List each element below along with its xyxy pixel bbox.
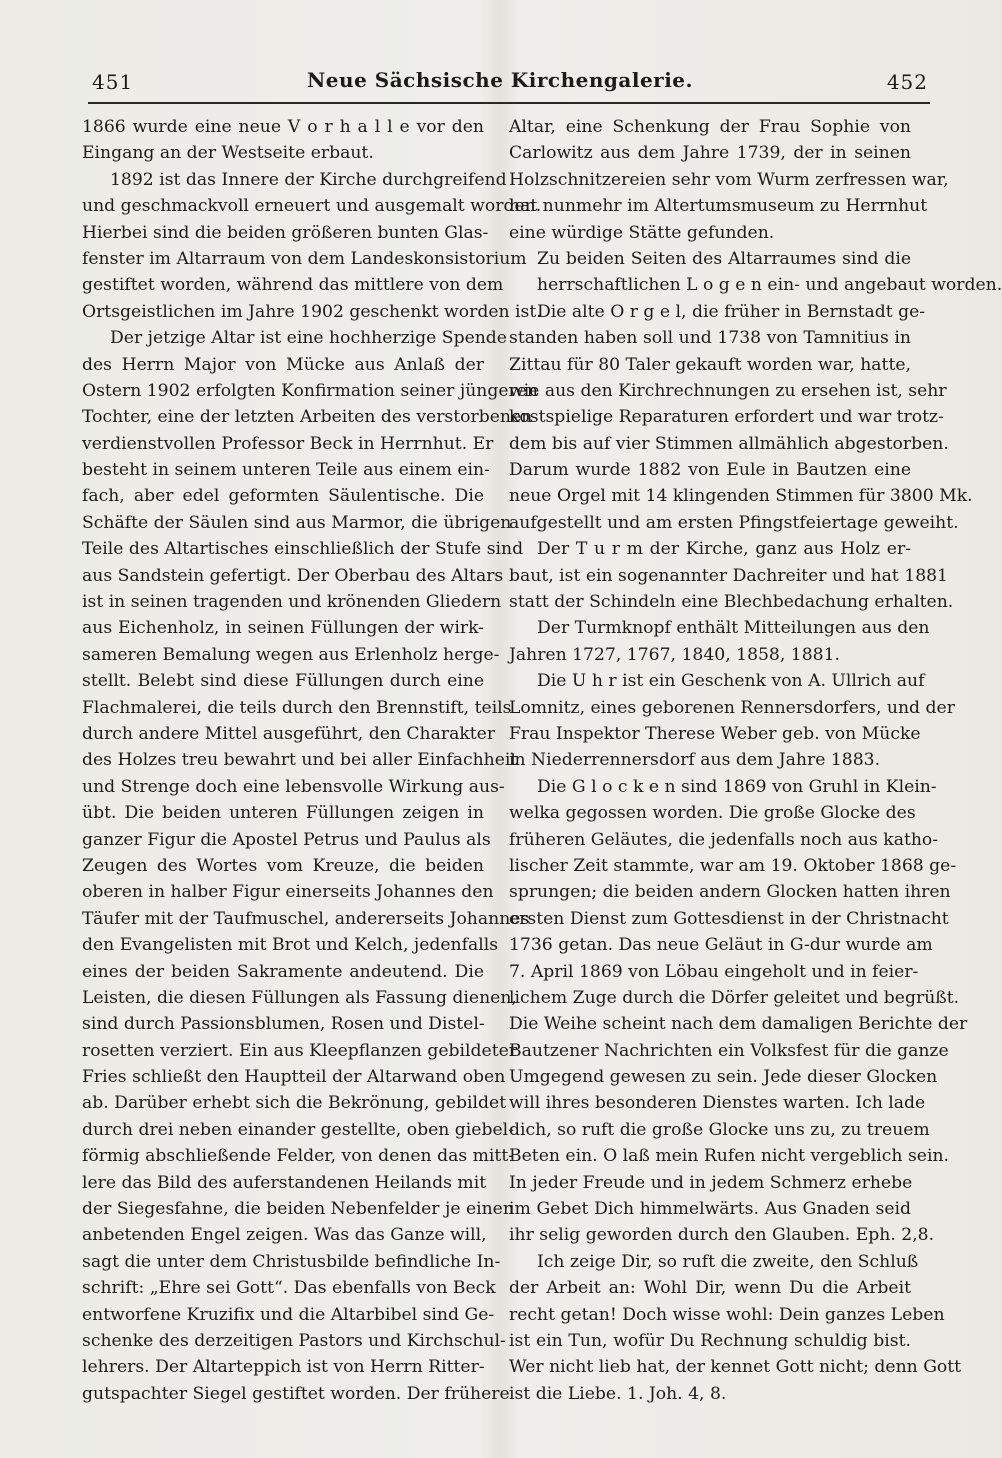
text-line: statt der Schindeln eine Blechbedachung erhalten. xyxy=(509,592,954,613)
text-line: förmig abschließende Felder, von denen das mitt- xyxy=(82,1146,515,1167)
text-line: fenster im Altarraum von dem Landeskonsistorium xyxy=(82,248,527,269)
text-line: besteht in seinem unteren Teile aus einem ein- xyxy=(82,460,490,481)
text-line: Schäfte der Säulen sind aus Marmor, die übrigen xyxy=(82,512,512,533)
text-line: Bautzener Nachrichten ein Volksfest für die ganze xyxy=(509,1040,949,1061)
text-line: gestiftet worden, während das mittlere von dem xyxy=(82,275,504,296)
text-line: sameren Bemalung wegen aus Erlenholz herge- xyxy=(82,644,500,665)
text-line: oberen in halber Figur einerseits Johannes den xyxy=(82,882,494,903)
text-line: früheren Geläutes, die jedenfalls noch aus katho- xyxy=(509,829,939,850)
text-line: Altar, eine Schenkung der Frau Sophie von xyxy=(509,117,911,137)
text-line: im Gebet Dich himmelwärts. Aus Gnaden seid xyxy=(509,1199,911,1220)
text-line: lischer Zeit stammte, war am 19. Oktober 1868 ge- xyxy=(509,855,957,876)
text-line: Jahren 1727, 1767, 1840, 1858, 1881. xyxy=(509,644,841,665)
text-line: Zeugen des Wortes vom Kreuze, die beiden xyxy=(82,855,484,876)
text-line: fach, aber edel geformten Säulentische. Die xyxy=(82,486,484,507)
text-line: rosetten verziert. Ein aus Kleepflanzen gebildeter xyxy=(82,1040,517,1061)
text-line: In jeder Freude und in jedem Schmerz erhebe xyxy=(509,1172,913,1193)
text-line: Zu beiden Seiten des Altarraumes sind die xyxy=(537,248,911,269)
text-line: wie aus den Kirchrechnungen zu ersehen ist, sehr xyxy=(509,380,947,401)
text-line: des Herrn Major von Mücke aus Anlaß der xyxy=(82,354,484,375)
left-column xyxy=(82,114,542,1407)
text-line: Wer nicht lieb hat, der kennet Gott nicht; denn Gott xyxy=(509,1357,962,1378)
text-line: übt. Die beiden unteren Füllungen zeigen in xyxy=(82,803,484,824)
text-line: durch andere Mittel ausgeführt, den Charakter xyxy=(82,723,496,744)
text-line: Die alte O r g e l, die früher in Bernstadt ge- xyxy=(537,301,926,322)
text-line: 1736 getan. Das neue Geläut in G-dur wurde am xyxy=(509,935,933,956)
page-header xyxy=(70,64,930,104)
text-line: eines der beiden Sakramente andeutend. Die xyxy=(82,961,484,982)
text-line: Zittau für 80 Taler gekauft worden war, hatte, xyxy=(509,354,911,375)
text-line: Der jetzige Altar ist eine hochherzige Spende xyxy=(110,328,507,349)
text-line: Carlowitz aus dem Jahre 1739, der in seinen xyxy=(509,143,911,164)
text-line: ersten Dienst zum Gottesdienst in der Christnacht xyxy=(509,908,949,929)
text-line: Täufer mit der Taufmuschel, andererseits Johannes xyxy=(82,908,530,929)
text-line: und geschmackvoll erneuert und ausgemalt worden. xyxy=(82,196,542,217)
text-line: dich, so ruft die große Glocke uns zu, zu treuem xyxy=(509,1119,930,1140)
text-line: Der T u r m der Kirche, ganz aus Holz er- xyxy=(537,539,911,560)
text-line: baut, ist ein sogenannter Dachreiter und hat 1881 xyxy=(509,565,948,586)
text-line: sind durch Passionsblumen, Rosen und Distel- xyxy=(82,1014,485,1035)
right-column xyxy=(509,114,1002,1407)
text-line: entworfene Kruzifix und die Altarbibel sind Ge- xyxy=(82,1304,495,1325)
text-line: Ich zeige Dir, so ruft die zweite, den Schluß xyxy=(537,1251,919,1272)
text-line: der Siegesfahne, die beiden Nebenfelder je einen xyxy=(82,1199,514,1220)
text-line: sagt die unter dem Christusbilde befindliche In- xyxy=(82,1251,501,1272)
text-line: Eingang an der Westseite erbaut. xyxy=(82,143,374,164)
text-line: Die G l o c k e n sind 1869 von Gruhl in Klein- xyxy=(537,776,937,797)
text-line: aufgestellt und am ersten Pfingstfeiertage geweiht. xyxy=(509,512,959,533)
page-number-left: 451 xyxy=(92,70,134,94)
header-rule xyxy=(88,102,930,104)
text-line: anbetenden Engel zeigen. Was das Ganze will, xyxy=(82,1225,487,1246)
text-line: will ihres besonderen Dienstes warten. Ich lade xyxy=(509,1093,926,1114)
text-line: recht getan! Doch wisse wohl: Dein ganzes Leben xyxy=(509,1304,945,1325)
text-line: ab. Darüber erhebt sich die Bekrönung, gebildet xyxy=(82,1093,507,1114)
text-line: ganzer Figur die Apostel Petrus und Paulus als xyxy=(82,829,491,850)
text-line: welka gegossen worden. Die große Glocke des xyxy=(509,803,916,824)
text-line: 1892 ist das Innere der Kirche durchgreifend xyxy=(110,169,507,190)
text-line: ihr selig geworden durch den Glauben. Eph. 2,8. xyxy=(509,1225,935,1246)
text-line: Tochter, eine der letzten Arbeiten des verstorbenen xyxy=(82,407,533,428)
text-line: aus Eichenholz, in seinen Füllungen der wirk- xyxy=(82,618,484,639)
text-line: in Niederrennersdorf aus dem Jahre 1883. xyxy=(509,750,881,771)
text-line: dem bis auf vier Stimmen allmählich abgestorben. xyxy=(509,433,949,454)
text-line: Frau Inspektor Therese Weber geb. von Mücke xyxy=(509,723,921,744)
text-line: schenke des derzeitigen Pastors und Kirchschul- xyxy=(82,1330,506,1351)
text-line: eine würdige Stätte gefunden. xyxy=(509,222,775,243)
text-line: Darum wurde 1882 von Eule in Bautzen eine xyxy=(509,460,911,481)
text-line: durch drei neben einander gestellte, oben giebel- xyxy=(82,1119,514,1140)
text-line: 1866 wurde eine neue V o r h a l l e vor den xyxy=(82,117,484,137)
text-line: Leisten, die diesen Füllungen als Fassung dienen, xyxy=(82,987,517,1008)
text-line: und Strenge doch eine lebensvolle Wirkung aus- xyxy=(82,776,505,797)
text-line: des Holzes treu bewahrt und bei aller Einfachheit xyxy=(82,750,518,771)
text-line: Ortsgeistlichen im Jahre 1902 geschenkt worden ist. xyxy=(82,301,542,322)
text-line: Ostern 1902 erfolgten Konfirmation seiner jüngeren xyxy=(82,380,538,401)
text-line: ist die Liebe. 1. Joh. 4, 8. xyxy=(509,1383,727,1404)
text-line: den Evangelisten mit Brot und Kelch, jedenfalls xyxy=(82,935,499,956)
text-line: Der Turmknopf enthält Mitteilungen aus den xyxy=(537,618,930,639)
text-line: Flachmalerei, die teils durch den Brennstift, teils xyxy=(82,697,512,718)
text-line: Fries schließt den Hauptteil der Altarwand oben xyxy=(82,1067,506,1088)
text-line: Teile des Altartisches einschließlich der Stufe sind xyxy=(82,539,524,560)
text-line: kostspielige Reparaturen erfordert und war trotz- xyxy=(509,407,944,428)
text-line: aus Sandstein gefertigt. Der Oberbau des Altars xyxy=(82,565,504,586)
text-line: ist in seinen tragenden und krönenden Gliedern xyxy=(82,592,502,613)
text-line: Umgegend gewesen zu sein. Jede dieser Glocken xyxy=(509,1067,938,1088)
text-line: Die U h r ist ein Geschenk von A. Ullrich auf xyxy=(537,671,925,692)
running-title: Neue Sächsische Kirchengalerie. xyxy=(307,68,693,92)
text-line: stellt. Belebt sind diese Füllungen durch eine xyxy=(82,671,484,692)
text-line: sprungen; die beiden andern Glocken hatten ihren xyxy=(509,882,951,903)
text-line: verdienstvollen Professor Beck in Herrnhut. Er xyxy=(82,433,494,454)
text-line: gutspachter Siegel gestiftet worden. Der frühere xyxy=(82,1383,510,1404)
text-line: lehrers. Der Altarteppich ist von Herrn Ritter- xyxy=(82,1357,485,1378)
text-line: neue Orgel mit 14 klingenden Stimmen für 3800 Mk. xyxy=(509,486,973,507)
text-line: Beten ein. O laß mein Rufen nicht vergeblich sein. xyxy=(509,1146,949,1167)
text-line: Hierbei sind die beiden größeren bunten Glas- xyxy=(82,222,489,243)
text-line: ist ein Tun, wofür Du Rechnung schuldig bist. xyxy=(509,1330,911,1351)
text-line: lichem Zuge durch die Dörfer geleitet und begrüßt. xyxy=(509,987,960,1008)
text-line: herrschaftlichen L o g e n ein- und angebaut worden. xyxy=(537,275,1002,296)
text-line: schrift: „Ehre sei Gott“. Das ebenfalls von Beck xyxy=(82,1278,496,1299)
text-line: Die Weihe scheint nach dem damaligen Berichte der xyxy=(509,1014,968,1035)
text-line: Holzschnitzereien sehr vom Wurm zerfressen war, xyxy=(509,169,949,190)
text-line: der Arbeit an: Wohl Dir, wenn Du die Arbeit xyxy=(509,1278,911,1299)
text-line: standen haben soll und 1738 von Tamnitius in xyxy=(509,328,911,349)
text-line: hat nunmehr im Altertumsmuseum zu Herrnhut xyxy=(509,196,928,217)
page-number-right: 452 xyxy=(886,70,928,94)
text-line: Lomnitz, eines geborenen Rennersdorfers, und der xyxy=(509,697,955,718)
text-line: lere das Bild des auferstandenen Heilands mit xyxy=(82,1172,487,1193)
text-line: 7. April 1869 von Löbau eingeholt und in feier- xyxy=(509,961,919,982)
